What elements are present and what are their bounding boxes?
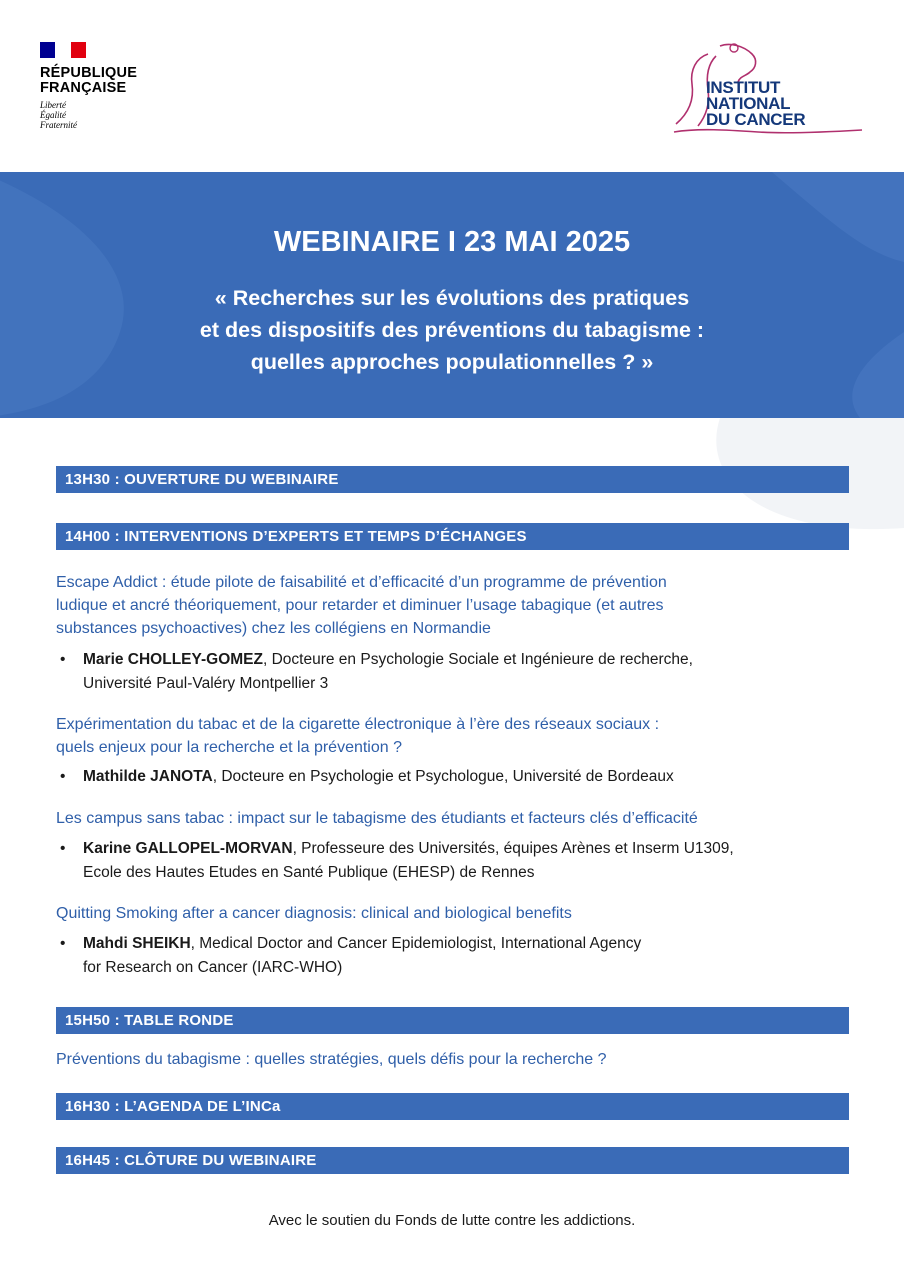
- speaker-affiliation-line1: , Docteure en Psychologie Sociale et Ingénieure de recherche,: [263, 651, 693, 668]
- speaker-affiliation-line1: , Docteure en Psychologie et Psychologue, Université de Bordeaux: [212, 768, 674, 785]
- round-table-topic: Préventions du tabagisme : quelles stratégies, quels défis pour la recherche ?: [56, 1051, 607, 1068]
- title-banner: [0, 172, 904, 418]
- republique-motto: [40, 100, 180, 130]
- speaker-affiliation-line1: , Medical Doctor and Cancer Epidemiologist, International Agency: [190, 935, 642, 952]
- inca-line2: NATIONAL: [706, 94, 791, 113]
- speaker-affiliation-line2: for Research on Cancer (IARC-WHO): [83, 959, 343, 976]
- section-opening: 13H30 : OUVERTURE DU WEBINAIRE: [56, 466, 849, 493]
- section-round-table: 15H50 : TABLE RONDE: [56, 1007, 849, 1034]
- section-agenda: 16H30 : L’AGENDA DE L’INCa: [56, 1093, 849, 1120]
- speaker-affiliation-line2: Ecole des Hautes Etudes en Santé Publique (EHESP) de Rennes: [83, 864, 535, 881]
- talk-2-topic: [56, 713, 856, 759]
- speaker-affiliation-line2: Université Paul-Valéry Montpellier 3: [83, 675, 329, 692]
- section-expert-talks: 14H00 : INTERVENTIONS D’EXPERTS ET TEMPS D’ÉCHANGES: [56, 523, 849, 550]
- talk-2-topic-line2: quels enjeux pour la recherche et la prévention ?: [56, 739, 402, 756]
- inca-line3: DU CANCER: [706, 110, 806, 129]
- republique-line1: RÉPUBLIQUE: [40, 65, 138, 81]
- section-closing: 16H45 : CLÔTURE DU WEBINAIRE: [56, 1147, 849, 1174]
- subtitle-line1: « Recherches sur les évolutions des pratiques: [214, 286, 690, 310]
- speaker-affiliation-line1: , Professeure des Universités, équipes Arènes et Inserm U1309,: [292, 840, 734, 857]
- talk-4-topic-line1: Quitting Smoking after a cancer diagnosis: clinical and biological benefits: [56, 905, 572, 922]
- webinar-title: WEBINAIRE I 23 MAI 2025: [273, 226, 631, 258]
- subtitle-line3: quelles approches populationnelles ? »: [250, 350, 654, 374]
- bullet-icon: •: [60, 840, 66, 857]
- webinar-subtitle: [0, 282, 904, 378]
- talk-1-topic: [56, 571, 856, 640]
- talk-1-topic-line2: ludique et ancré théoriquement, pour retarder et diminuer l’usage tabagique (et autres: [56, 597, 664, 614]
- talk-1-speaker: [56, 648, 856, 696]
- republique-line2: FRANÇAISE: [40, 80, 127, 96]
- motto-fraternite: Fraternité: [40, 120, 77, 130]
- footer-support-note: Avec le soutien du Fonds de lutte contre les addictions.: [268, 1212, 636, 1229]
- speaker-name: Mahdi SHEIKH: [83, 935, 191, 952]
- speaker-name: Marie CHOLLEY-GOMEZ: [83, 651, 263, 668]
- republique-francaise-logo: [40, 42, 180, 130]
- bullet-icon: •: [60, 768, 66, 785]
- talk-4-speaker: [56, 932, 856, 980]
- talk-3-topic: [56, 807, 856, 830]
- talk-3-topic-line1: Les campus sans tabac : impact sur le tabagisme des étudiants et facteurs clés d’efficacité: [56, 810, 698, 827]
- motto-liberte: Liberté: [40, 100, 66, 110]
- talk-2-topic-line1: Expérimentation du tabac et de la cigarette électronique à l’ère des réseaux sociaux :: [56, 716, 660, 733]
- bullet-icon: •: [60, 935, 66, 952]
- marianne-flag-icon: [40, 42, 86, 58]
- subtitle-line2: et des dispositifs des préventions du tabagisme :: [199, 318, 705, 342]
- motto-egalite: Égalité: [40, 110, 66, 120]
- talk-1-topic-line1: Escape Addict : étude pilote de faisabilité et d’efficacité d’un programme de prévention: [56, 574, 667, 591]
- bullet-icon: •: [60, 651, 66, 668]
- talk-4-topic: [56, 902, 856, 925]
- inca-wordmark: [706, 80, 805, 128]
- inca-line1: INSTITUT: [706, 78, 781, 97]
- page-header: [0, 0, 904, 172]
- talk-1-topic-line3: substances psychoactives) chez les collégiens en Normandie: [56, 620, 491, 637]
- speaker-name: Karine GALLOPEL-MORVAN: [83, 840, 293, 857]
- talk-2-speaker: [56, 765, 856, 789]
- republique-title: [40, 66, 180, 96]
- speaker-name: Mathilde JANOTA: [83, 768, 213, 785]
- talk-3-speaker: [56, 837, 856, 885]
